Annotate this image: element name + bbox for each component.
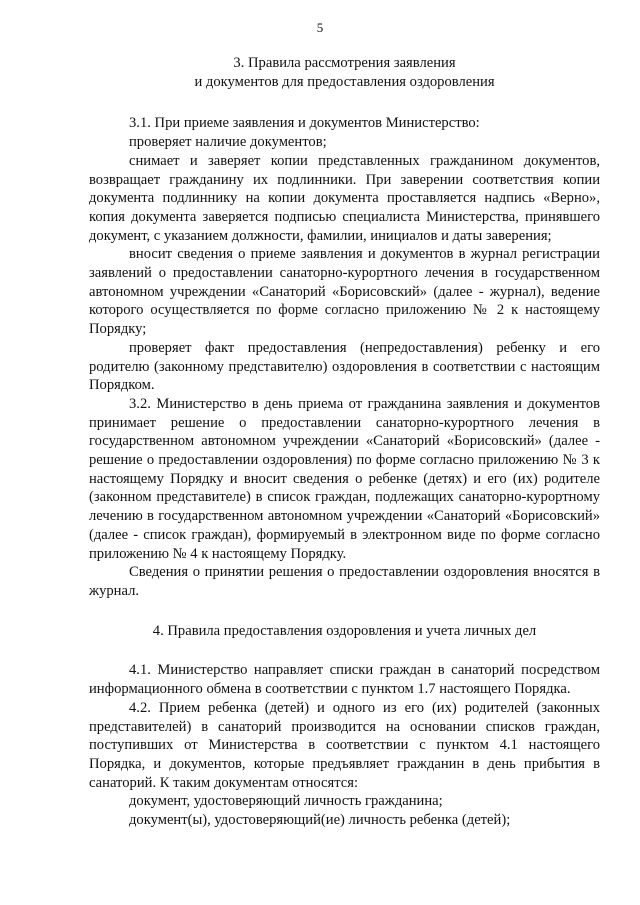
paragraph-journal: вносит сведения о приеме заявления и документов в журнал регистрации заявлений о предоставлении санаторно-курортного лечения в государственном автономном учреждении «Санаторий «Борисовский» (далее - журнал), ведение которого осуществляется по форме согласно приложению № 2 к настоящему Порядку;	[89, 246, 600, 338]
page-number: 5	[316, 20, 324, 35]
page-content	[89, 54, 600, 830]
paragraph-3-2: 3.2. Министерство в день приема от гражданина заявления и документов принимает решение о предоставлении санаторно-курортного лечения в государственном автономном учреждении «Санаторий «Борисовский» (далее - решение о предоставлении оздоровления) по форме согласно приложению № 3 к настоящему Порядку и вносит сведения о ребенке (детях) и его (их) родителе (законном представителе) в список граждан, подлежащих санаторно-курортному лечению в государственном автономном учреждении «Санаторий «Борисовский» (далее - список граждан), формируемый в электронном виде по форме согласно приложению № 4 к настоящему Порядку.	[89, 395, 600, 562]
section-3-heading	[89, 54, 600, 91]
paragraph-verify-fact: проверяет факт предоставления (непредоставления) ребенку и его родителю (законному представителю) оздоровления в соответствии с настоящим Порядком.	[89, 339, 600, 394]
paragraph-4-1: 4.1. Министерство направляет списки граждан в санаторий посредством информационного обмена в соответствии с пунктом 1.7 настоящего Порядка.	[89, 662, 600, 698]
paragraph-check-documents: проверяет наличие документов;	[129, 134, 327, 151]
paragraph-decision-info: Сведения о принятии решения о предоставлении оздоровления вносятся в журнал.	[89, 564, 600, 599]
section-3-title-line-1: 3. Правила рассмотрения заявления	[233, 55, 456, 71]
paragraph-id-child: документ(ы), удостоверяющий(ие) личность ребенка (детей);	[129, 812, 511, 829]
paragraph-id-citizen: документ, удостоверяющий личность гражданина;	[129, 793, 443, 810]
section-3-title-line-2: и документов для предоставления оздоровления	[194, 73, 495, 90]
paragraph-copies: снимает и заверяет копии представленных гражданином документов, возвращает гражданину их подлинники. При заверении соответствия копии документа подлиннику на копии документа проставляется надпись «Верно», копия документа заверяется подписью специалиста Министерства, принявшего документ, с указанием должности, фамилии, инициалов и даты заверения;	[89, 152, 600, 244]
section-4-heading: 4. Правила предоставления оздоровления и учета личных дел	[152, 622, 537, 639]
paragraph-4-2: 4.2. Прием ребенка (детей) и одного из его (их) родителей (законных представителей) в санаторий производится на основании списков граждан, поступивших от Министерства в соответствии с пунктом 4.1 настоящего Порядка, и документов, которые предъявляет гражданин в день прибытия в санаторий. К таким документам относятся:	[89, 699, 600, 791]
paragraph-3-1: 3.1. При приеме заявления и документов Министерство:	[129, 115, 480, 132]
